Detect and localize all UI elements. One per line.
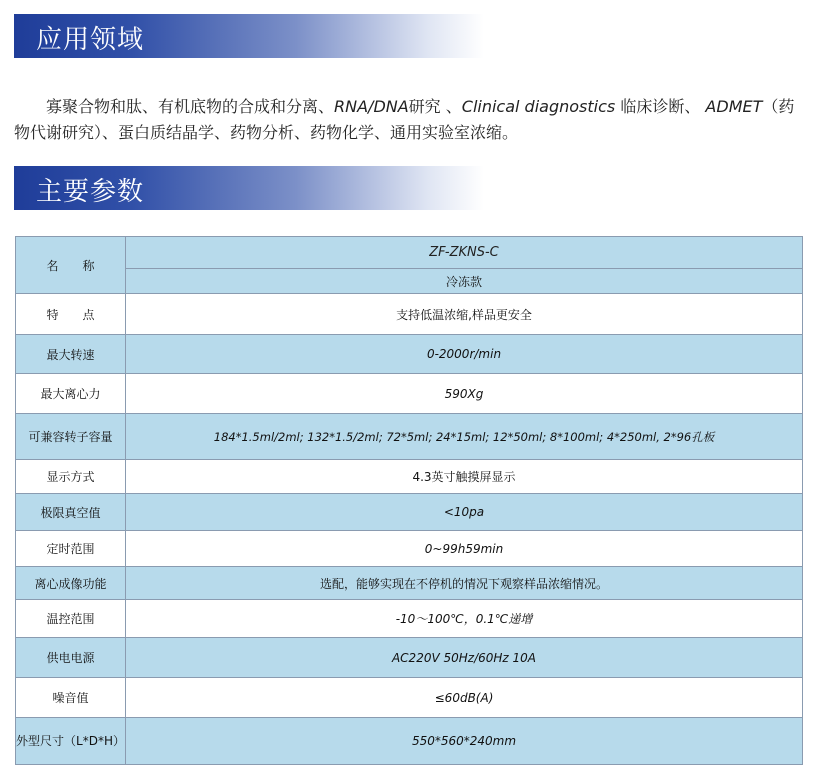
intro-text: RNA/DNA bbox=[334, 97, 409, 116]
intro-text: ADMET bbox=[705, 97, 763, 116]
row-value: 4.3英寸触摸屏显示 bbox=[126, 460, 803, 494]
table-row bbox=[16, 460, 803, 494]
section-title: 主要参数 bbox=[36, 177, 145, 207]
model-subtitle: 冷冻款 bbox=[126, 269, 803, 294]
row-label: 外型尺寸（L*D*H） bbox=[16, 718, 126, 765]
section-header-parameters bbox=[14, 166, 484, 210]
intro-paragraph bbox=[14, 94, 804, 146]
row-value: AC220V 50Hz/60Hz 10A bbox=[126, 638, 803, 678]
name-label: 名 称 bbox=[16, 237, 126, 294]
row-value: 550*560*240mm bbox=[126, 718, 803, 765]
row-label: 特 点 bbox=[16, 294, 126, 335]
table-row bbox=[16, 531, 803, 567]
row-value: 0-2000r/min bbox=[126, 335, 803, 374]
table-row bbox=[16, 638, 803, 678]
table-row bbox=[16, 335, 803, 374]
row-value: 590Xg bbox=[126, 374, 803, 414]
row-label: 最大离心力 bbox=[16, 374, 126, 414]
row-value: <10pa bbox=[126, 494, 803, 531]
table-row bbox=[16, 374, 803, 414]
intro-text: Clinical diagnostics bbox=[461, 97, 616, 116]
table-row bbox=[16, 678, 803, 718]
row-label: 温控范围 bbox=[16, 600, 126, 638]
row-label: 供电电源 bbox=[16, 638, 126, 678]
row-label: 显示方式 bbox=[16, 460, 126, 494]
row-value: 选配，能够实现在不停机的情况下观察样品浓缩情况。 bbox=[126, 567, 803, 600]
table-row bbox=[16, 294, 803, 335]
row-label: 极限真空值 bbox=[16, 494, 126, 531]
section-title: 应用领域 bbox=[36, 25, 145, 55]
section-header-application bbox=[14, 14, 484, 58]
intro-text: 研究 、 bbox=[408, 97, 462, 116]
row-value: 184*1.5ml/2ml; 132*1.5/2ml; 72*5ml; 24*15ml; 12*50ml; 8*100ml; 4*250ml, 2*96孔板 bbox=[126, 414, 803, 460]
row-value: 支持低温浓缩,样品更安全 bbox=[126, 294, 803, 335]
row-label: 离心成像功能 bbox=[16, 567, 126, 600]
parameters-table bbox=[15, 236, 803, 765]
intro-text: 寡聚合物和肽、有机底物的合成和分离、 bbox=[46, 97, 335, 116]
intro-text: 临床诊断、 bbox=[615, 97, 706, 116]
row-value: -10～100℃，0.1℃递增 bbox=[126, 600, 803, 638]
table-row bbox=[16, 718, 803, 765]
table-row bbox=[16, 600, 803, 638]
intro-text: （药物代谢研究）、蛋白质结晶学、药物分析、药物化学、通用实验室浓缩。 bbox=[14, 97, 795, 142]
row-value: 0~99h59min bbox=[126, 531, 803, 567]
row-label: 定时范围 bbox=[16, 531, 126, 567]
row-label: 最大转速 bbox=[16, 335, 126, 374]
row-value: ≤60dB(A) bbox=[126, 678, 803, 718]
model-name: ZF-ZKNS-C bbox=[126, 237, 803, 269]
row-label: 噪音值 bbox=[16, 678, 126, 718]
table-row bbox=[16, 567, 803, 600]
table-row bbox=[16, 414, 803, 460]
row-label: 可兼容转子容量 bbox=[16, 414, 126, 460]
table-row bbox=[16, 494, 803, 531]
